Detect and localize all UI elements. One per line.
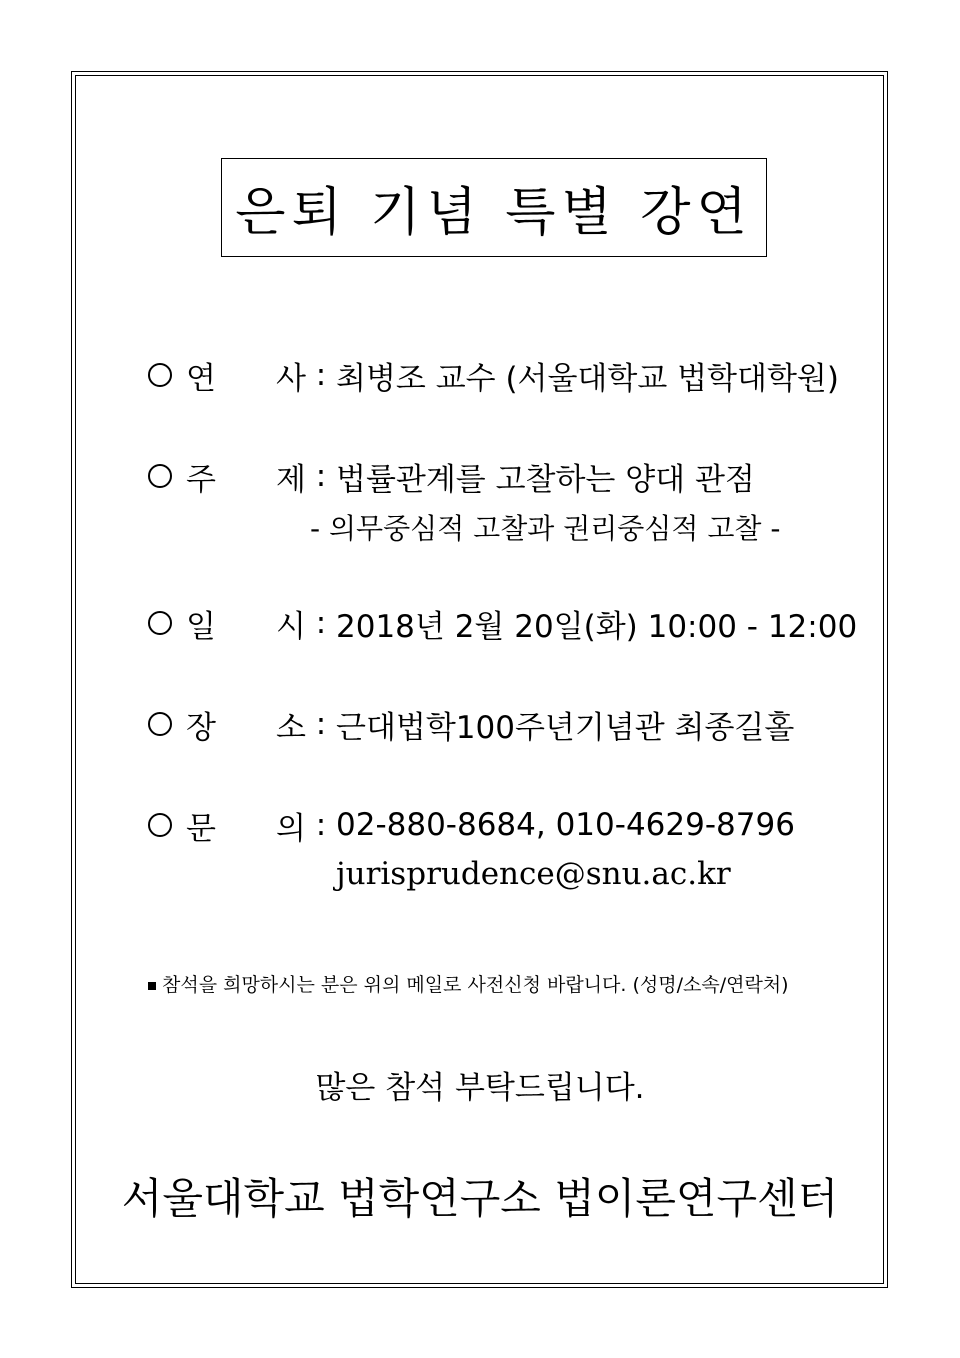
info-colon: :: [315, 357, 327, 393]
circle-bullet-icon: [148, 813, 172, 837]
registration-note: [148, 970, 789, 997]
info-value-speaker: 최병조 교수 (서울대학교 법학대학원): [336, 360, 839, 397]
info-value-venue: 근대법학100주년기념관 최종길홀: [336, 709, 795, 746]
info-label-topic: 주 제: [186, 461, 306, 498]
info-row-topic: [148, 454, 755, 498]
info-value-contact-phone: 02-880-8684, 010-4629-8796: [336, 807, 795, 843]
circle-bullet-icon: [148, 712, 172, 736]
info-label-datetime: 일 시: [186, 608, 306, 645]
info-value-datetime: 2018년 2월 20일(화) 10:00 - 12:00: [336, 608, 858, 645]
info-value-topic: 법률관계를 고찰하는 양대 관점: [336, 461, 755, 498]
circle-bullet-icon: [148, 611, 172, 635]
organization-name: 서울대학교 법학연구소 법이론연구센터: [121, 1174, 839, 1223]
square-bullet-icon: [148, 982, 156, 990]
info-label-venue: 장 소: [186, 709, 306, 746]
info-row-venue: [148, 702, 794, 746]
info-subtitle-topic: - 의무중심적 고찰과 권리중심적 고찰 -: [310, 512, 781, 545]
note-text: 참석을 희망하시는 분은 위의 메일로 사전신청 바랍니다. (성명/소속/연락처): [162, 974, 789, 996]
contact-email: jurisprudence@snu.ac.kr: [336, 856, 731, 892]
closing-message: 많은 참석 부탁드립니다.: [315, 1070, 645, 1106]
info-colon: :: [315, 706, 327, 742]
info-row-datetime: [148, 601, 857, 645]
page-title: 은퇴 기념 특별 강연: [235, 183, 753, 243]
info-colon: :: [315, 458, 327, 494]
info-row-contact: [148, 803, 795, 847]
info-label-contact: 문 의: [186, 810, 306, 847]
info-label-speaker: 연 사: [186, 360, 306, 397]
circle-bullet-icon: [148, 363, 172, 387]
info-row-speaker: [148, 353, 839, 397]
info-colon: :: [315, 605, 327, 641]
title-box: [221, 158, 767, 257]
circle-bullet-icon: [148, 464, 172, 488]
info-colon: :: [315, 807, 327, 843]
